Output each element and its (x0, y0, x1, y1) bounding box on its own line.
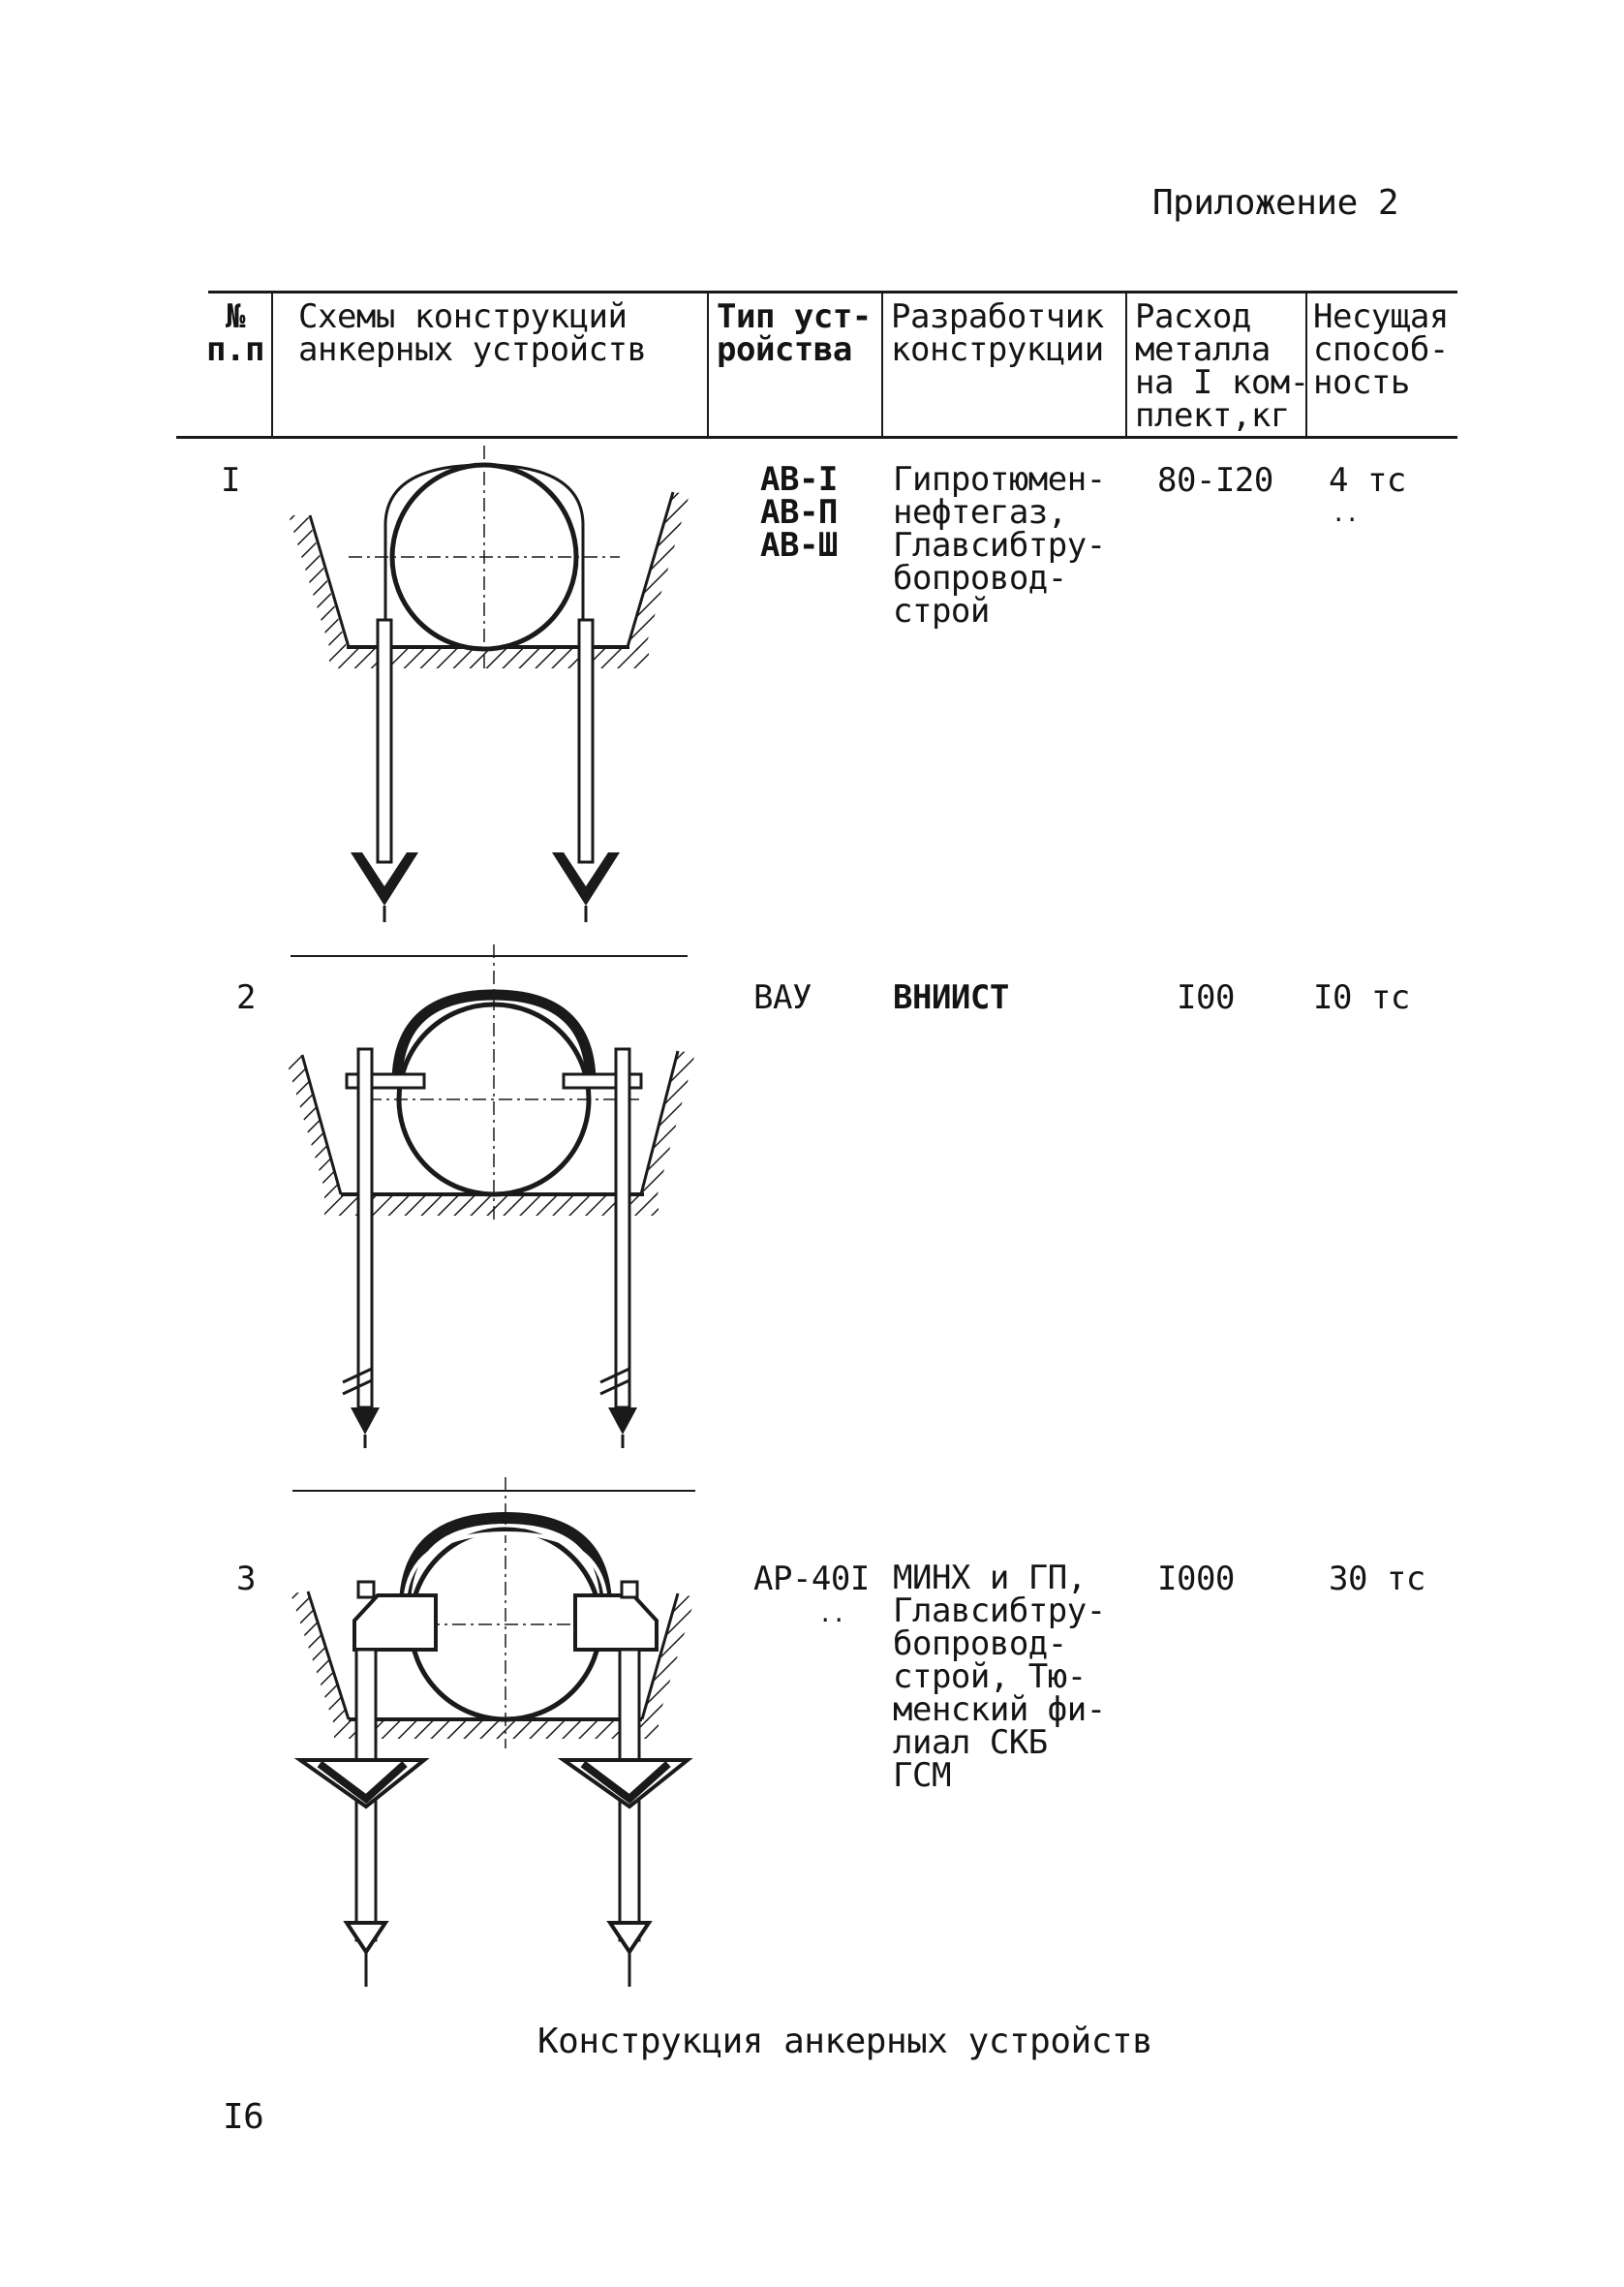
row-2-num: 2 (236, 978, 256, 1017)
row-1-metal: 80-I20 (1157, 461, 1273, 500)
row-3-type: АР-40I (753, 1560, 870, 1598)
row-1-ditto-mark: .. (1332, 500, 1359, 527)
header-scheme: Схемы конструкций анкерных устройств (298, 297, 647, 369)
row-2-metal: I00 (1177, 978, 1235, 1017)
row-2-capacity: I0 тс (1313, 978, 1410, 1017)
row-2-type: ВАУ (753, 978, 812, 1017)
table-top-rule (208, 291, 1457, 294)
header-num: № п.п (206, 297, 264, 369)
row-3-developer: МИНХ и ГП, Главсибтру- бопровод- строй, Тю- менский фи- лиал СКБ ГСМ (893, 1559, 1106, 1795)
column-divider (1125, 293, 1127, 436)
row-1-num: I (221, 461, 240, 500)
anchor-tip-left (351, 1407, 380, 1435)
anchor-rod-left (358, 1049, 372, 1407)
trench-wall-left (286, 1055, 341, 1198)
clamp-block-left (354, 1595, 436, 1650)
scheme-3-diagram (281, 1477, 707, 2000)
row-3-num: 3 (236, 1560, 256, 1598)
page-number: I6 (223, 2097, 264, 2137)
anchor-tip-right (610, 1923, 649, 1952)
anchor-rod-left (378, 620, 391, 862)
anchor-rod-right (579, 620, 593, 862)
row-2-developer: ВНИИСТ (893, 978, 1009, 1017)
anchor-tip-right (608, 1407, 637, 1435)
table-header-rule (176, 436, 1457, 439)
header-capacity: Несущая способ- ность (1313, 297, 1449, 402)
nut-right (622, 1582, 637, 1597)
row-3-capacity: 30 тс (1329, 1560, 1425, 1598)
scheme-1-diagram (281, 446, 707, 930)
column-divider (707, 293, 709, 436)
row-1-developer: Гипротюмен- нефтегаз, Главсибтру- бопровод- строй (893, 460, 1106, 631)
header-type: Тип уст- ройства (717, 297, 872, 369)
row-1-type: АВ-I АВ-П АВ-Ш (760, 460, 838, 565)
trench-bottom (334, 1719, 659, 1739)
trench-bottom (324, 1194, 659, 1216)
trench-wall-left (291, 1592, 349, 1725)
anchor-rod-right (616, 1049, 629, 1407)
figure-caption: Конструкция анкерных устройств (537, 2022, 1153, 2061)
scheme-2-diagram (281, 944, 707, 1458)
header-developer: Разработчик конструкции (891, 297, 1104, 369)
column-divider (271, 293, 273, 436)
clamp-block-right (575, 1595, 657, 1650)
trench-wall-right (641, 1051, 695, 1198)
nut-left (358, 1582, 374, 1597)
row-1-capacity: 4 тс (1329, 461, 1406, 500)
trench-wall-left (289, 515, 347, 653)
anchor-tip-left (347, 1923, 385, 1952)
header-metal: Расход металла на I ком- плект,кг (1135, 297, 1309, 435)
row-3-ditto-mark: .. (818, 1600, 845, 1627)
column-divider (881, 293, 883, 436)
trench-wall-right (628, 492, 689, 653)
row-3-metal: I000 (1157, 1560, 1235, 1598)
appendix-label: Приложение 2 (1152, 183, 1399, 223)
